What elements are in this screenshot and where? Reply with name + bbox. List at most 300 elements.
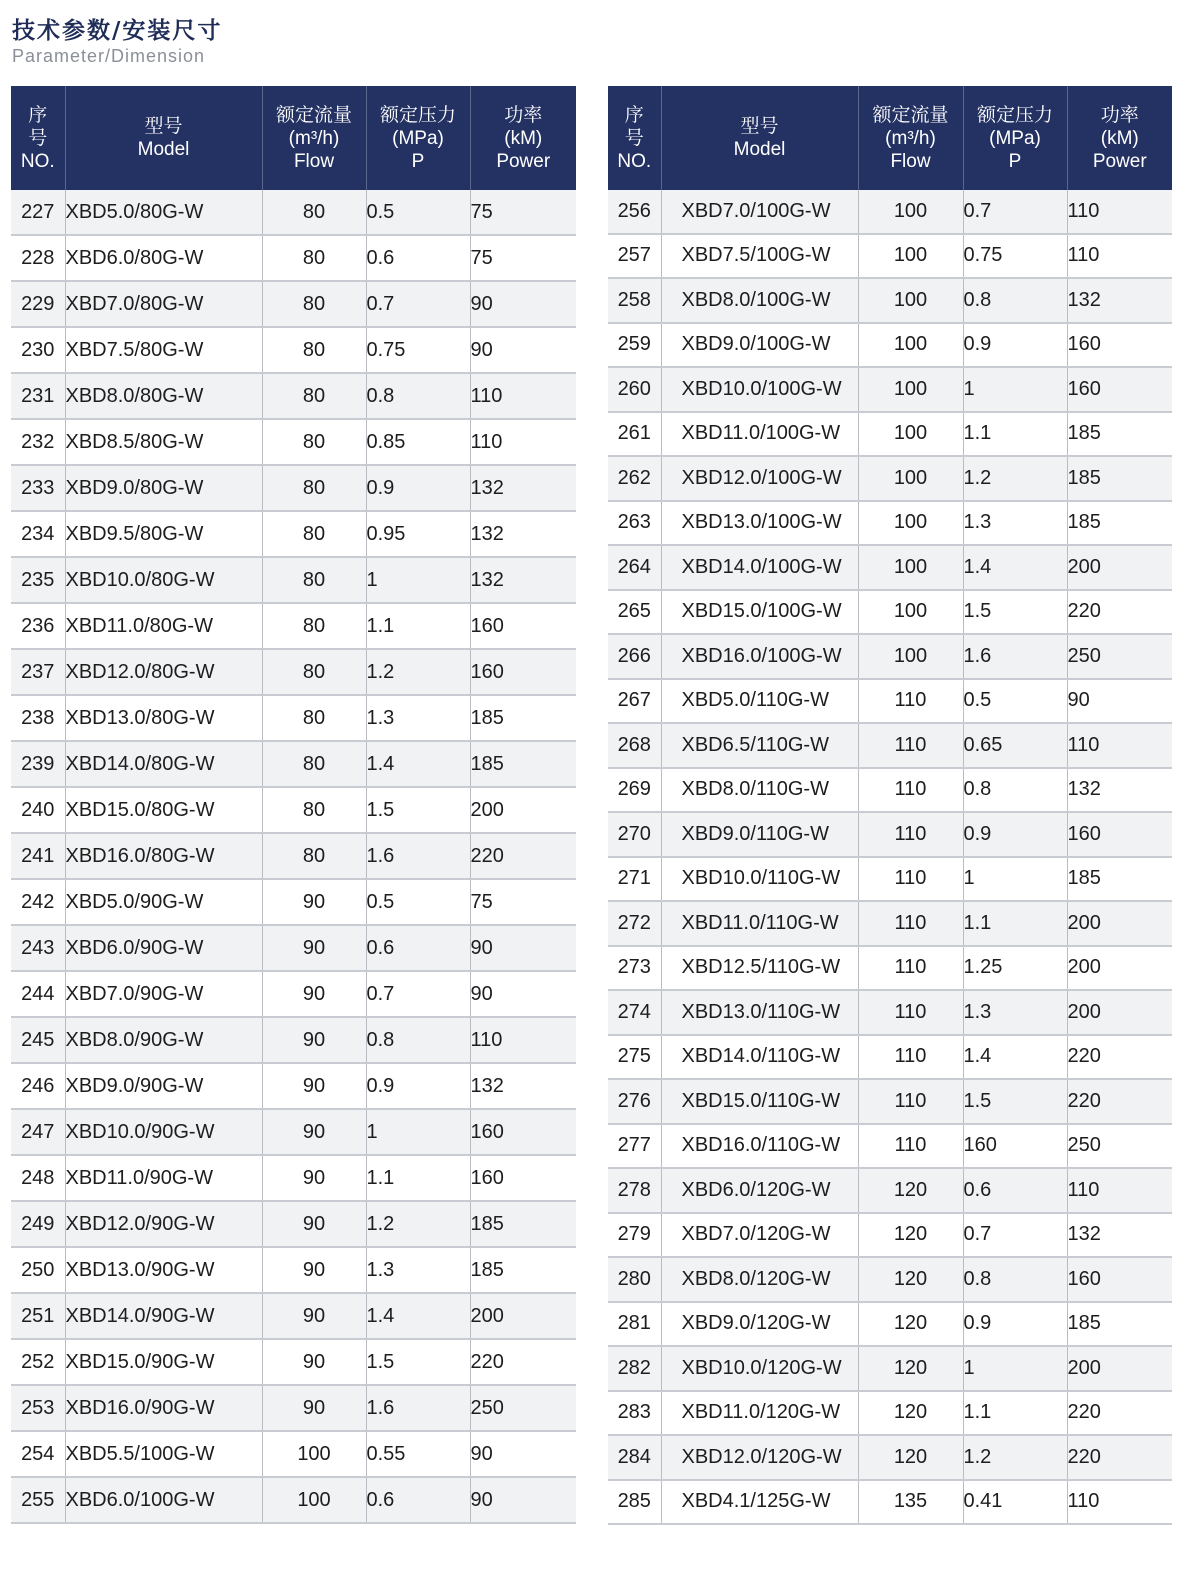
cell-pressure: 0.6 [366, 1477, 470, 1523]
cell-pressure: 1.5 [366, 1339, 470, 1385]
table-row [11, 327, 576, 373]
col-header-power-line: (kM) [504, 127, 543, 149]
col-header-flow-line: 额定流量 [275, 104, 352, 126]
cell-no: 257 [608, 234, 661, 279]
cell-power: 250 [470, 1385, 576, 1431]
cell-flow: 100 [858, 367, 963, 412]
cell-pressure: 0.8 [963, 278, 1067, 323]
table-row [608, 1257, 1172, 1302]
cell-flow: 80 [262, 281, 366, 327]
cell-model: XBD12.0/90G-W [65, 1201, 262, 1247]
cell-power: 220 [1067, 1391, 1172, 1436]
cell-model: XBD10.0/100G-W [661, 367, 858, 412]
cell-flow: 110 [858, 723, 963, 768]
cell-model: XBD16.0/80G-W [65, 833, 262, 879]
cell-pressure: 0.75 [963, 234, 1067, 279]
col-header-pressure-line: P [1008, 150, 1022, 172]
cell-pressure: 1 [963, 1346, 1067, 1391]
cell-flow: 80 [262, 511, 366, 557]
cell-no: 238 [11, 695, 65, 741]
table-row [11, 833, 576, 879]
cell-no: 229 [11, 281, 65, 327]
cell-power: 110 [1067, 1480, 1172, 1525]
table-row [608, 723, 1172, 768]
cell-model: XBD16.0/100G-W [661, 634, 858, 679]
cell-power: 185 [470, 695, 576, 741]
cell-flow: 90 [262, 1247, 366, 1293]
cell-model: XBD11.0/110G-W [661, 901, 858, 946]
cell-flow: 100 [858, 190, 963, 234]
cell-power: 185 [1067, 456, 1172, 501]
col-header-model-line: 型号 [144, 116, 183, 137]
col-header-power-line: 功率 [504, 104, 543, 126]
table-row [608, 634, 1172, 679]
cell-no: 266 [608, 634, 661, 679]
cell-power: 185 [470, 1247, 576, 1293]
cell-pressure: 1.2 [366, 1201, 470, 1247]
cell-no: 260 [608, 367, 661, 412]
col-header-no-line: NO. [617, 150, 652, 172]
table-row [608, 323, 1172, 368]
cell-power: 160 [1067, 1257, 1172, 1302]
table-row [11, 1477, 576, 1523]
cell-pressure: 0.6 [366, 925, 470, 971]
cell-pressure: 1.6 [963, 634, 1067, 679]
col-header-power [470, 86, 576, 190]
cell-flow: 100 [858, 412, 963, 457]
col-header-pressure [366, 86, 470, 190]
cell-flow: 100 [262, 1477, 366, 1523]
cell-no: 227 [11, 190, 65, 235]
cell-model: XBD10.0/110G-W [661, 857, 858, 902]
cell-pressure: 1 [963, 367, 1067, 412]
cell-flow: 120 [858, 1213, 963, 1258]
table-row [608, 190, 1172, 234]
table-row [11, 465, 576, 511]
cell-no: 243 [11, 925, 65, 971]
cell-power: 90 [470, 1431, 576, 1477]
cell-power: 90 [470, 1477, 576, 1523]
table-row [11, 603, 576, 649]
cell-power: 250 [1067, 634, 1172, 679]
col-header-flow-line: Flow [890, 150, 931, 172]
cell-model: XBD10.0/80G-W [65, 557, 262, 603]
table-row [608, 1435, 1172, 1480]
cell-no: 250 [11, 1247, 65, 1293]
table-row [11, 235, 576, 281]
cell-power: 200 [470, 787, 576, 833]
cell-pressure: 1.6 [366, 833, 470, 879]
cell-model: XBD9.0/100G-W [661, 323, 858, 368]
cell-no: 242 [11, 879, 65, 925]
cell-model: XBD8.0/90G-W [65, 1017, 262, 1063]
cell-model: XBD13.0/90G-W [65, 1247, 262, 1293]
cell-no: 259 [608, 323, 661, 368]
table-row [11, 741, 576, 787]
cell-power: 185 [1067, 1302, 1172, 1347]
table-row [608, 545, 1172, 590]
cell-pressure: 1.2 [963, 456, 1067, 501]
table-row [608, 1391, 1172, 1436]
table-header-row [11, 86, 576, 190]
cell-pressure: 0.5 [963, 679, 1067, 724]
cell-model: XBD5.5/100G-W [65, 1431, 262, 1477]
cell-power: 250 [1067, 1124, 1172, 1169]
cell-no: 268 [608, 723, 661, 768]
cell-model: XBD6.0/100G-W [65, 1477, 262, 1523]
table-row [608, 1302, 1172, 1347]
cell-flow: 110 [858, 901, 963, 946]
cell-pressure: 0.6 [366, 235, 470, 281]
col-header-flow-line: (m³/h) [288, 127, 340, 149]
cell-flow: 80 [262, 373, 366, 419]
table-row [608, 857, 1172, 902]
cell-pressure: 0.9 [963, 1302, 1067, 1347]
cell-model: XBD4.1/125G-W [661, 1480, 858, 1525]
col-header-flow-line: 额定流量 [872, 104, 949, 126]
col-header-pressure-line: (MPa) [392, 127, 444, 149]
col-header-no-line: 序 [624, 104, 644, 126]
cell-pressure: 0.9 [963, 323, 1067, 368]
table-header-row [608, 86, 1172, 190]
cell-model: XBD8.0/100G-W [661, 278, 858, 323]
cell-flow: 80 [262, 235, 366, 281]
cell-model: XBD6.5/110G-W [661, 723, 858, 768]
cell-power: 132 [470, 465, 576, 511]
cell-pressure: 0.75 [366, 327, 470, 373]
col-header-no [608, 86, 661, 190]
cell-no: 275 [608, 1035, 661, 1080]
col-header-model [65, 86, 262, 190]
col-header-pressure [963, 86, 1067, 190]
cell-power: 90 [470, 971, 576, 1017]
page-subtitle: Parameter/Dimension [12, 46, 206, 66]
cell-flow: 100 [858, 501, 963, 546]
cell-flow: 135 [858, 1480, 963, 1525]
cell-model: XBD12.0/120G-W [661, 1435, 858, 1480]
cell-power: 75 [470, 235, 576, 281]
table-row [608, 1035, 1172, 1080]
cell-flow: 90 [262, 925, 366, 971]
cell-pressure: 1.1 [963, 412, 1067, 457]
cell-model: XBD9.5/80G-W [65, 511, 262, 557]
cell-model: XBD10.0/120G-W [661, 1346, 858, 1391]
cell-no: 256 [608, 190, 661, 234]
table-row [608, 1124, 1172, 1169]
col-header-pressure-line: 额定压力 [976, 104, 1053, 126]
cell-model: XBD8.0/120G-W [661, 1257, 858, 1302]
table-row [608, 412, 1172, 457]
col-header-power-line: Power [1092, 150, 1147, 172]
table-row [608, 812, 1172, 857]
table-row [11, 1339, 576, 1385]
col-header-pressure-line: 额定压力 [379, 104, 456, 126]
table-row [11, 419, 576, 465]
cell-power: 220 [1067, 590, 1172, 635]
table-row [11, 1109, 576, 1155]
cell-power: 160 [1067, 367, 1172, 412]
cell-pressure: 1.4 [366, 741, 470, 787]
cell-flow: 110 [858, 1124, 963, 1169]
cell-power: 132 [470, 511, 576, 557]
cell-pressure: 0.55 [366, 1431, 470, 1477]
cell-model: XBD14.0/80G-W [65, 741, 262, 787]
cell-no: 261 [608, 412, 661, 457]
table-row [11, 879, 576, 925]
table-row [11, 281, 576, 327]
cell-pressure: 1 [366, 557, 470, 603]
cell-flow: 120 [858, 1391, 963, 1436]
table-row [608, 946, 1172, 991]
cell-power: 220 [1067, 1079, 1172, 1124]
cell-pressure: 0.85 [366, 419, 470, 465]
cell-flow: 80 [262, 833, 366, 879]
col-header-pressure-line: (MPa) [989, 127, 1041, 149]
col-header-model-line: Model [137, 139, 190, 160]
table-row [608, 1480, 1172, 1525]
table-row [608, 234, 1172, 279]
cell-power: 132 [470, 557, 576, 603]
cell-flow: 80 [262, 603, 366, 649]
cell-power: 160 [470, 1109, 576, 1155]
col-header-no-line: 号 [624, 127, 644, 149]
cell-power: 185 [1067, 857, 1172, 902]
cell-pressure: 1.1 [366, 603, 470, 649]
table-row [608, 590, 1172, 635]
cell-no: 236 [11, 603, 65, 649]
table-row [11, 557, 576, 603]
cell-no: 278 [608, 1168, 661, 1213]
cell-pressure: 0.5 [366, 879, 470, 925]
cell-pressure: 0.5 [366, 190, 470, 235]
cell-pressure: 0.8 [963, 1257, 1067, 1302]
cell-model: XBD13.0/80G-W [65, 695, 262, 741]
cell-no: 269 [608, 768, 661, 813]
cell-no: 285 [608, 1480, 661, 1525]
cell-power: 160 [470, 649, 576, 695]
cell-no: 248 [11, 1155, 65, 1201]
cell-model: XBD11.0/120G-W [661, 1391, 858, 1436]
col-header-flow [858, 86, 963, 190]
cell-no: 237 [11, 649, 65, 695]
table-row [608, 1168, 1172, 1213]
cell-pressure: 1.5 [366, 787, 470, 833]
cell-pressure: 0.7 [366, 971, 470, 1017]
cell-no: 246 [11, 1063, 65, 1109]
cell-flow: 90 [262, 971, 366, 1017]
cell-model: XBD16.0/110G-W [661, 1124, 858, 1169]
cell-no: 279 [608, 1213, 661, 1258]
cell-no: 240 [11, 787, 65, 833]
table-row [608, 278, 1172, 323]
cell-flow: 90 [262, 1017, 366, 1063]
cell-flow: 90 [262, 1109, 366, 1155]
cell-model: XBD11.0/100G-W [661, 412, 858, 457]
cell-flow: 120 [858, 1435, 963, 1480]
cell-pressure: 1.3 [963, 501, 1067, 546]
cell-model: XBD11.0/80G-W [65, 603, 262, 649]
col-header-flow-line: (m³/h) [885, 127, 936, 149]
cell-model: XBD15.0/100G-W [661, 590, 858, 635]
cell-power: 200 [1067, 901, 1172, 946]
cell-pressure: 1 [366, 1109, 470, 1155]
cell-no: 271 [608, 857, 661, 902]
cell-flow: 100 [858, 456, 963, 501]
cell-flow: 100 [262, 1431, 366, 1477]
cell-flow: 80 [262, 465, 366, 511]
cell-pressure: 0.65 [963, 723, 1067, 768]
cell-power: 132 [470, 1063, 576, 1109]
cell-no: 245 [11, 1017, 65, 1063]
cell-power: 220 [1067, 1035, 1172, 1080]
cell-power: 110 [1067, 234, 1172, 279]
cell-power: 132 [1067, 278, 1172, 323]
cell-model: XBD15.0/90G-W [65, 1339, 262, 1385]
cell-model: XBD5.0/110G-W [661, 679, 858, 724]
table-row [11, 1201, 576, 1247]
cell-model: XBD10.0/90G-W [65, 1109, 262, 1155]
table-row [608, 768, 1172, 813]
cell-model: XBD7.5/80G-W [65, 327, 262, 373]
table-row [11, 373, 576, 419]
cell-pressure: 0.9 [366, 1063, 470, 1109]
col-header-model [661, 86, 858, 190]
cell-flow: 80 [262, 190, 366, 235]
col-header-flow [262, 86, 366, 190]
cell-power: 110 [1067, 1168, 1172, 1213]
cell-no: 272 [608, 901, 661, 946]
cell-no: 281 [608, 1302, 661, 1347]
cell-model: XBD5.0/90G-W [65, 879, 262, 925]
table-row [11, 971, 576, 1017]
cell-flow: 100 [858, 545, 963, 590]
cell-no: 265 [608, 590, 661, 635]
col-header-model-line: Model [733, 139, 786, 160]
cell-no: 251 [11, 1293, 65, 1339]
cell-flow: 110 [858, 857, 963, 902]
cell-no: 241 [11, 833, 65, 879]
cell-power: 75 [470, 879, 576, 925]
cell-model: XBD12.0/100G-W [661, 456, 858, 501]
cell-pressure: 1.3 [366, 695, 470, 741]
cell-no: 280 [608, 1257, 661, 1302]
cell-model: XBD8.0/80G-W [65, 373, 262, 419]
col-header-power-line: (kM) [1100, 127, 1139, 149]
cell-no: 263 [608, 501, 661, 546]
cell-model: XBD16.0/90G-W [65, 1385, 262, 1431]
cell-flow: 120 [858, 1346, 963, 1391]
cell-pressure: 0.7 [366, 281, 470, 327]
cell-no: 249 [11, 1201, 65, 1247]
spec-table-right [608, 86, 1172, 1525]
cell-no: 276 [608, 1079, 661, 1124]
cell-no: 234 [11, 511, 65, 557]
cell-power: 160 [1067, 323, 1172, 368]
cell-pressure: 0.41 [963, 1480, 1067, 1525]
cell-pressure: 0.95 [366, 511, 470, 557]
cell-model: XBD14.0/110G-W [661, 1035, 858, 1080]
cell-pressure: 160 [963, 1124, 1067, 1169]
cell-power: 185 [470, 741, 576, 787]
col-header-no-line: 号 [28, 127, 48, 149]
cell-power: 110 [1067, 723, 1172, 768]
cell-model: XBD7.0/100G-W [661, 190, 858, 234]
cell-no: 231 [11, 373, 65, 419]
col-header-no-line: NO. [20, 150, 55, 172]
cell-flow: 100 [858, 634, 963, 679]
cell-flow: 90 [262, 1155, 366, 1201]
cell-pressure: 1.5 [963, 1079, 1067, 1124]
cell-flow: 90 [262, 1293, 366, 1339]
cell-model: XBD9.0/110G-W [661, 812, 858, 857]
cell-no: 267 [608, 679, 661, 724]
cell-no: 284 [608, 1435, 661, 1480]
cell-no: 254 [11, 1431, 65, 1477]
cell-no: 252 [11, 1339, 65, 1385]
cell-flow: 110 [858, 768, 963, 813]
cell-pressure: 0.8 [366, 1017, 470, 1063]
cell-power: 90 [470, 925, 576, 971]
cell-model: XBD7.0/120G-W [661, 1213, 858, 1258]
cell-no: 255 [11, 1477, 65, 1523]
cell-pressure: 1.2 [366, 649, 470, 695]
cell-model: XBD14.0/100G-W [661, 545, 858, 590]
cell-power: 200 [1067, 1346, 1172, 1391]
spec-table-left [11, 86, 576, 1524]
page-title: 技术参数/安装尺寸 [12, 18, 223, 44]
cell-no: 239 [11, 741, 65, 787]
cell-power: 220 [1067, 1435, 1172, 1480]
cell-power: 220 [470, 1339, 576, 1385]
cell-model: XBD13.0/100G-W [661, 501, 858, 546]
cell-model: XBD7.5/100G-W [661, 234, 858, 279]
cell-flow: 100 [858, 278, 963, 323]
cell-pressure: 1.5 [963, 590, 1067, 635]
cell-pressure: 1.1 [963, 1391, 1067, 1436]
cell-no: 273 [608, 946, 661, 991]
cell-no: 247 [11, 1109, 65, 1155]
cell-pressure: 0.9 [366, 465, 470, 511]
cell-flow: 100 [858, 590, 963, 635]
cell-model: XBD11.0/90G-W [65, 1155, 262, 1201]
table-row [608, 990, 1172, 1035]
table-row [608, 1079, 1172, 1124]
cell-power: 200 [1067, 545, 1172, 590]
cell-pressure: 0.8 [963, 768, 1067, 813]
col-header-power-line: Power [496, 150, 551, 172]
cell-no: 270 [608, 812, 661, 857]
cell-flow: 120 [858, 1168, 963, 1213]
cell-power: 110 [470, 1017, 576, 1063]
cell-model: XBD9.0/120G-W [661, 1302, 858, 1347]
col-header-pressure-line: P [411, 150, 425, 172]
table-row [608, 901, 1172, 946]
table-row [608, 456, 1172, 501]
cell-model: XBD14.0/90G-W [65, 1293, 262, 1339]
cell-flow: 120 [858, 1302, 963, 1347]
cell-power: 90 [470, 327, 576, 373]
table-row [608, 1346, 1172, 1391]
table-row [11, 695, 576, 741]
cell-model: XBD12.0/80G-W [65, 649, 262, 695]
table-row [11, 1063, 576, 1109]
col-header-model-line: 型号 [740, 116, 779, 137]
table-row [11, 787, 576, 833]
cell-flow: 80 [262, 327, 366, 373]
cell-model: XBD13.0/110G-W [661, 990, 858, 1035]
cell-power: 132 [1067, 768, 1172, 813]
cell-model: XBD9.0/80G-W [65, 465, 262, 511]
